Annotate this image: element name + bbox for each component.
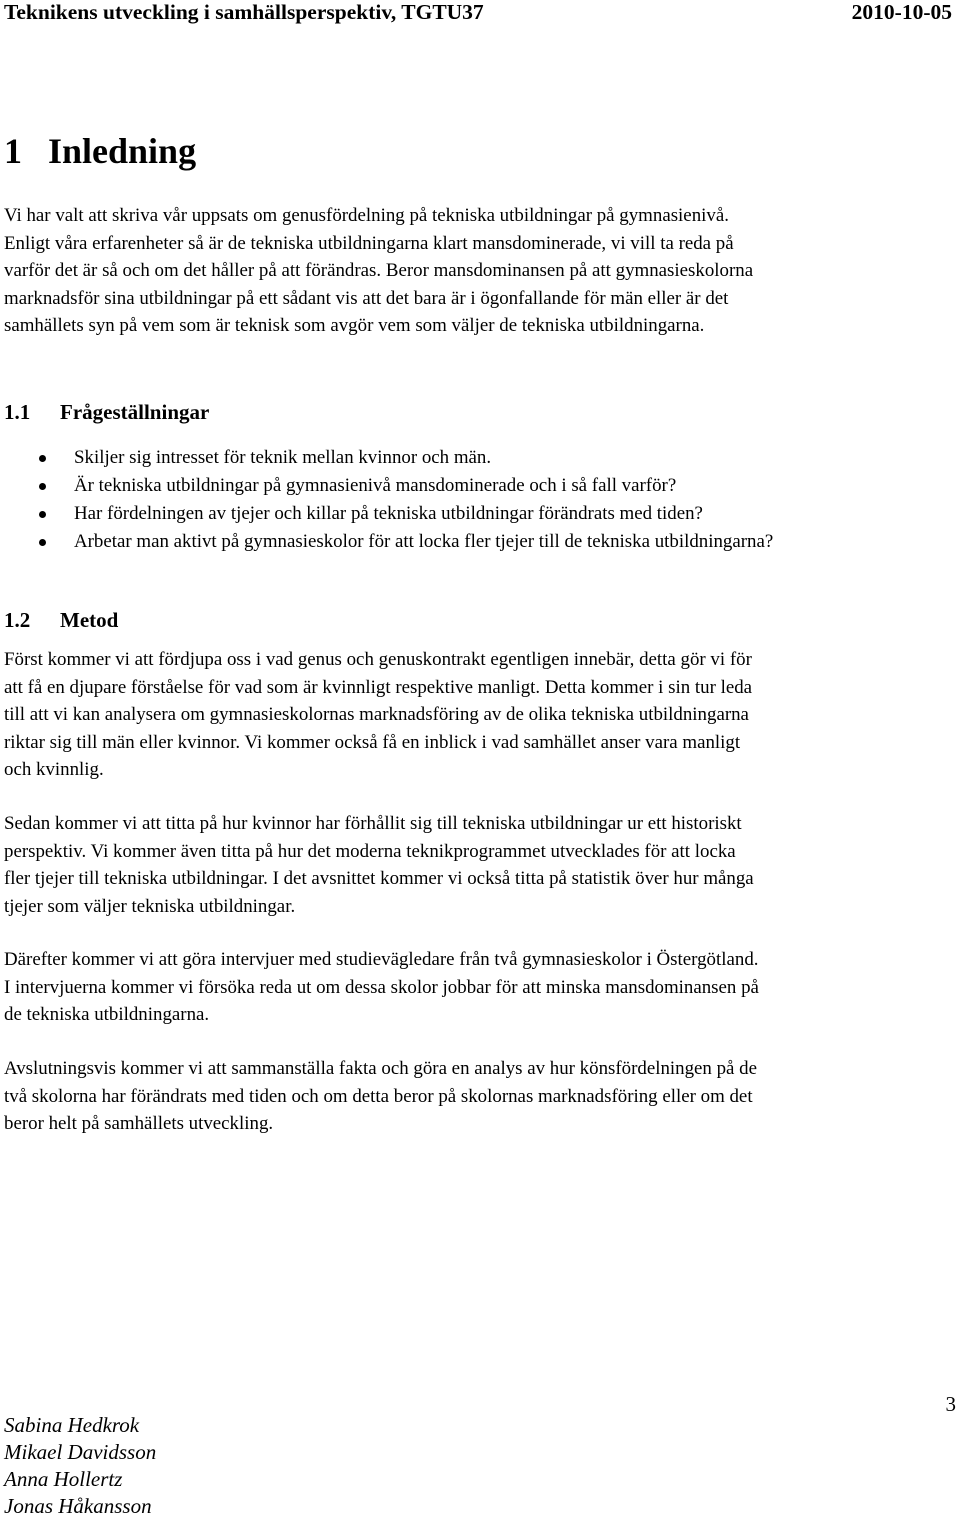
list-item-text: Har fördelningen av tjejer och killar på tekniska utbildningar förändrats med tiden? [74,503,703,524]
subsection-number: 1.1 [4,400,31,424]
section-title: Inledning [48,131,197,171]
text-line: att få en djupare förståelse för vad som är kvinnligt respektive manligt. Detta kommer i sin tur leda [4,676,753,698]
bullet-icon [39,483,46,490]
question-list [4,444,773,556]
subsection-title: Frågeställningar [60,400,210,424]
list-item [4,500,773,528]
text-line: I intervjuerna kommer vi försöka reda ut om dessa skolor jobbar för att minska mansdominansen på [4,976,759,998]
bullet-icon [39,511,46,518]
text-line: varför det är så och om det håller på att förändras. Beror mansdominansen på att gymnasieskolorna [4,260,754,281]
method-paragraph-1 [4,646,956,784]
subsection-number: 1.2 [4,608,31,632]
course-title: Teknikens utveckling i samhällsperspektiv, TGTU37 [4,0,484,24]
author-name: Anna Hollertz [4,1467,123,1491]
list-item-text: Arbetar man aktivt på gymnasieskolor för att locka fler tjejer till de tekniska utbildningarna? [74,531,774,552]
list-item [4,528,773,556]
intro-paragraph [4,202,956,340]
text-line: beror helt på samhällets utveckling. [4,1113,274,1134]
text-line: samhällets syn på vem som är teknisk som avgör vem som väljer de tekniska utbildningarna. [4,315,705,336]
bullet-icon [39,455,46,462]
list-item-text: Är tekniska utbildningar på gymnasienivå mansdominerade och i så fall varför? [74,475,677,496]
list-item [4,472,773,500]
text-line: två skolorna har förändrats med tiden och om detta beror på skolornas marknadsföring eller om det [4,1085,753,1107]
page-number: 3 [945,1392,956,1416]
text-line: fler tjejer till tekniska utbildningar. I det avsnittet kommer vi också titta på statistik över hur många [4,868,754,889]
text-line: Avslutningsvis kommer vi att sammanställa fakta och göra en analys av hur könsfördelningen på de [4,1058,757,1079]
text-line: Sedan kommer vi att titta på hur kvinnor har förhållit sig till tekniska utbildningar ur ett historiskt [4,813,742,834]
method-paragraph-4 [4,1055,956,1138]
list-item [4,444,773,472]
text-line: perspektiv. Vi kommer även titta på hur det moderna teknikprogrammet utvecklades för att locka [4,840,736,862]
text-line: tjejer som väljer tekniska utbildningar. [4,895,296,917]
header-date: 2010-10-05 [851,0,952,24]
bullet-icon [39,539,46,546]
page-header [4,0,956,30]
text-line: marknadsför sina utbildningar på ett sådant vis att det bara är i ögonfallande för män eller är det [4,287,729,309]
author-name: Jonas Håkansson [4,1494,152,1518]
text-line: Därefter kommer vi att göra intervjuer med studievägledare från två gymnasieskolor i Östergötland. [4,949,759,970]
section-number: 1 [4,131,22,171]
subsection-title: Metod [60,608,119,632]
method-paragraph-3 [4,946,956,1029]
subsection-heading-metod [4,607,118,633]
subsection-heading-fragestallningar [4,399,209,425]
method-paragraph-2 [4,810,956,920]
list-item-text: Skiljer sig intresset för teknik mellan kvinnor och män. [74,447,492,468]
author-list [4,1412,156,1520]
text-line: riktar sig till män eller kvinnor. Vi kommer också få en inblick i vad samhället anser vara manligt [4,731,741,753]
section-heading-inledning [4,128,196,174]
text-line: Enligt våra erfarenheter så är de tekniska utbildningarna klart mansdominerade, vi vill ta reda på [4,232,734,254]
author-name: Sabina Hedkrok [4,1413,140,1437]
text-line: Vi har valt att skriva vår uppsats om genusfördelning på tekniska utbildningar på gymnasienivå. [4,205,729,226]
text-line: de tekniska utbildningarna. [4,1004,210,1025]
text-line: Först kommer vi att fördjupa oss i vad genus och genuskontrakt egentligen innebär, detta gör vi för [4,649,752,670]
text-line: till att vi kan analysera om gymnasieskolornas marknadsföring av de olika tekniska utbildningarna [4,704,749,725]
author-name: Mikael Davidsson [4,1440,157,1464]
text-line: och kvinnlig. [4,759,104,780]
